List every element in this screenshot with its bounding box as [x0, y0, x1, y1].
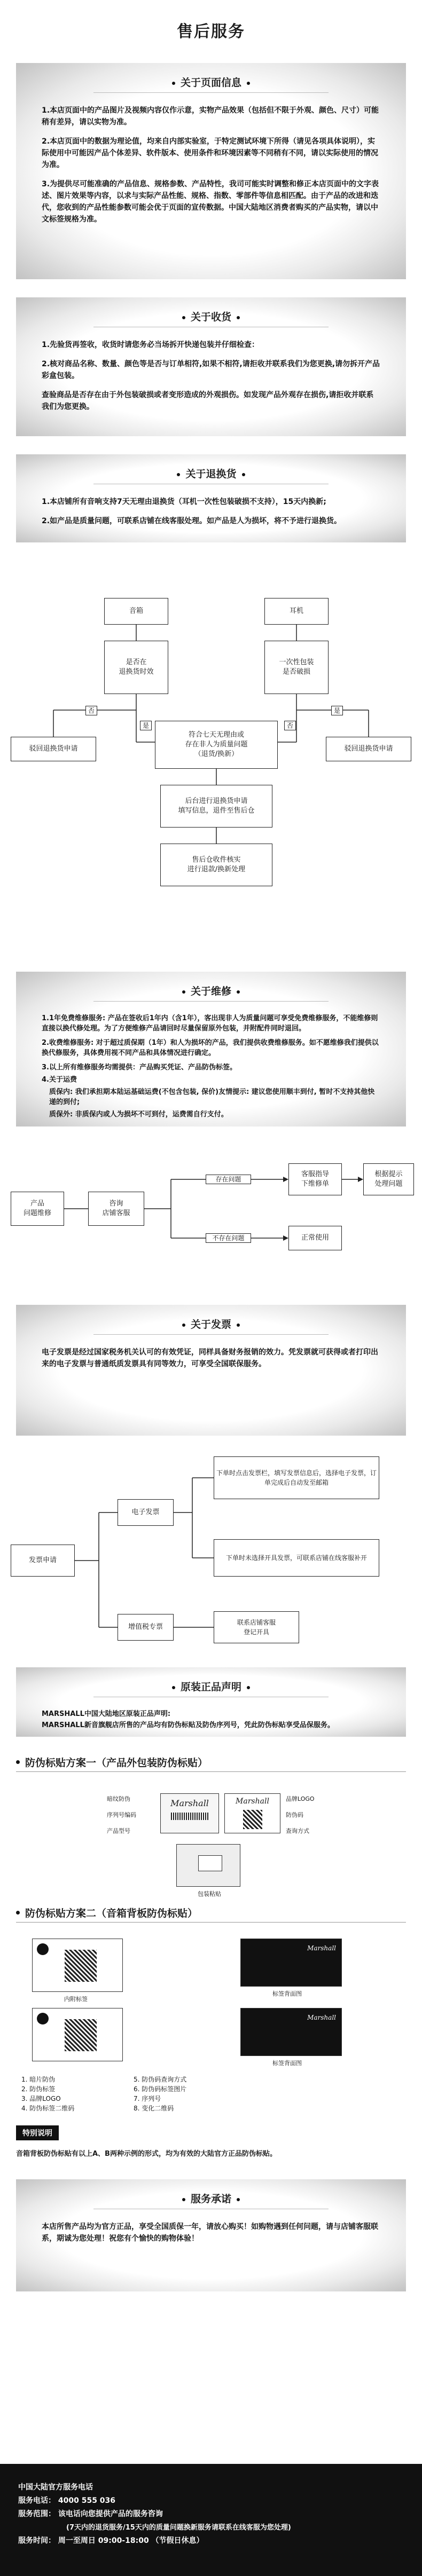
paragraph: 3.为提供尽可能准确的产品信息、规格参数、产品特性，我司可能实时调整和修正本店页面中的文字表述、图片效果等内容，以求与实际产品性能、规格、指数、零部件等信息相匹配。由于产品的改进和迭代，您收到的产品性能参数可能会优于页面的宣传数据。中国大陆地区消费者购买的产品实物，请以中文标签规格为准。: [42, 180, 379, 224]
anti-b-title: [0, 1905, 422, 1920]
reject-box-right: 驳回退换货申请: [326, 737, 411, 761]
repair-heading: 关于维修: [190, 986, 231, 997]
anti-a-stage: [0, 1783, 422, 1900]
bullet-icon: [247, 82, 250, 85]
label-caption: 查询方式: [286, 1827, 309, 1834]
genuine-panel: [16, 1667, 406, 1737]
headphone-box: 耳机: [264, 598, 329, 625]
package-photo: [176, 1844, 240, 1887]
label-a-front: [32, 1939, 123, 1992]
invoice-heading: 关于发票: [190, 1319, 231, 1330]
bullet-icon: [172, 82, 175, 85]
bullet-icon: [182, 2198, 185, 2201]
yes-tag: 是: [331, 706, 343, 715]
speaker-question-box: 是否在 退换货时效: [104, 641, 168, 694]
paragraph: 查验商品是否存在由于外包装破损或者变形造成的外观损伤。如发现产品外观存在损伤,请拒收并联系我们为您更换。: [42, 391, 374, 411]
footer-line: 服务范围： 该电话向您提供产品的服务咨询: [18, 2510, 163, 2518]
repair-flowchart: [0, 1145, 422, 1305]
label-caption: 品牌LOGO: [286, 1795, 315, 1802]
paragraph: 1.先验货再签收，收货时请您务必当场拆开快递包装并仔细检查：: [42, 341, 260, 349]
bullet-icon: [182, 1324, 185, 1327]
label-card-front: [160, 1793, 219, 1833]
paragraph: 3.以上所有维修服务均需提供：产品购买凭证、产品防伪标签。: [42, 1064, 237, 1072]
e-invoice-note-1: 下单时点击发票栏，填写发票信息后，选择电子发票，订单完成后自动发至邮箱: [214, 1456, 379, 1499]
label-caption: 序列号编码: [107, 1811, 136, 1818]
label-card-back: [224, 1793, 280, 1833]
genuine-heading: 原装正品声明: [180, 1681, 241, 1693]
bullet-icon: [182, 990, 185, 994]
return-heading: 关于退换货: [185, 468, 237, 480]
paragraph: 电子发票是经过国家税务机关认可的有效凭证，同样具备财务报销的效力。凭发票就可获得或者打印出来的电子发票与普通纸质发票具有同等效力，可享受全国联保服务。: [42, 1348, 378, 1368]
notice-title: 特别说明: [16, 2125, 59, 2140]
paragraph: 1.本店页面中的产品图片及视频内容仅作示意，实物产品效果（包括但不限于外观、颜色、尺寸）可能稍有差异，请以实物为准。: [42, 106, 379, 127]
notice-text: 音箱背板防伪标贴有以上A、B两种示例的形式，均为有效的大陆官方正品防伪标贴。: [16, 2150, 277, 2158]
headphone-question-box: 一次性包装 是否破损: [264, 641, 329, 694]
paragraph: 2.如产品是质量问题，可联系店铺在线客服处理。如产品是人为损坏，将不予进行退换货。: [42, 517, 342, 525]
bullet-icon: [16, 1911, 20, 1915]
legend-item: 7. 序列号: [134, 2095, 161, 2102]
brand-logo: Marshall: [307, 1944, 336, 1952]
paragraph: 1.本店铺所有音响支持7天无理由退换货（耳机一次性包装破损不支持），15天内换新;: [42, 498, 326, 506]
legend-item: 2. 防伪标签: [21, 2085, 56, 2093]
return-panel: [16, 454, 406, 542]
bullet-icon: [182, 316, 185, 319]
paragraph: 2.核对商品名称、数量、颜色等是否与订单相符,如果不相符,请拒收并联系我们为您更换,请勿拆开产品彩盒包装。: [42, 360, 380, 380]
brand-logo: Marshall: [236, 1797, 269, 1806]
divider: [93, 92, 329, 93]
page-title: 售后服务: [177, 22, 245, 41]
repair-order-box: 客服指导 下维修单: [288, 1163, 342, 1195]
normal-use-box: 正常使用: [288, 1226, 342, 1250]
paragraph: 本店所售产品均为官方正品，享受全国质保一年，请放心购买！如购物遇到任何问题，请与店铺客服联系，期诚为您处理！祝您有个愉快的购物体验！: [42, 2223, 378, 2243]
paragraph: MARSHALL中国大陆地区原装正品声明:: [42, 1710, 171, 1718]
label-caption: 产品型号: [107, 1827, 130, 1834]
footer-line: 服务电话： 4000 555 036: [18, 2496, 116, 2505]
vat-invoice-note: 联系店铺客服 登记开具: [214, 1611, 299, 1643]
page-info-panel: [16, 63, 406, 279]
legend-item: 4. 防伪标签二维码: [21, 2105, 75, 2112]
label-caption: 标签背面图: [272, 1990, 302, 1997]
paragraph: 质保外: 非质保内或人为损坏不可到付，运费需自行支付。: [49, 1110, 228, 1118]
footer-line: 中国大陆官方服务电话: [18, 2483, 93, 2492]
footer-line: (7天内的退货服务/15天内的质量问题换新服务请联系在线客服为您处理): [66, 2524, 291, 2532]
paragraph: 1.1年免费维修服务: 产品在签收后1年内（含1年），客出现非人为质量问题可享受免费维修服务，不能维修则直接以换代修处理。为了方便维修产品请回时尽量保留原外包装，并附配件同时退回。: [42, 1014, 378, 1033]
page-info-heading: 关于页面信息: [180, 77, 241, 89]
e-invoice-box: 电子发票: [118, 1499, 174, 1526]
anti-a-title: [0, 1755, 422, 1769]
seven-day-box: 符合七天无理由或 存在非人为质量问题 （退货/换新）: [155, 721, 278, 769]
footer-line: 服务时间： 周一至周日 09:00-18:00 （节假日休息）: [18, 2536, 204, 2545]
commitment-heading: 服务承诺: [190, 2193, 231, 2205]
legend-item: 1. 暗片防伪: [21, 2076, 56, 2083]
no-tag: 否: [85, 706, 97, 715]
invoice-panel: [16, 1305, 406, 1436]
divider: [93, 1001, 329, 1002]
no-issue-tag: 不存在问题: [206, 1233, 251, 1243]
paragraph: 4.关于运费: [42, 1076, 77, 1084]
label-back-a: [240, 1939, 342, 1987]
bullet-icon: [237, 1324, 240, 1327]
divider: [93, 1334, 329, 1335]
label-caption: 暗纹防伪: [107, 1795, 130, 1802]
legend-item: 3. 品牌LOGO: [21, 2095, 61, 2102]
paragraph: MARSHALL新音旗舰店所售的产品均有防伪标贴及防伪序列号，凭此防伪标贴享受品保服务。: [42, 1721, 334, 1729]
reject-box-left: 驳回退换货申请: [11, 737, 96, 761]
sticker-icon: [198, 1855, 222, 1871]
qr-code-icon: [65, 1950, 97, 1982]
bullet-icon: [177, 473, 180, 476]
final-box: 售后仓收件核实 进行退款/换新处理: [160, 844, 272, 886]
bullet-icon: [242, 473, 245, 476]
vat-invoice-box: 增值税专票: [118, 1614, 174, 1641]
receipt-panel: [16, 297, 406, 436]
process-box: 后台进行退换货申请 填写信息，退件至售后仓: [160, 785, 272, 828]
return-flowchart: [0, 561, 422, 972]
handle-issue-box: 根据提示 处理问题: [363, 1163, 414, 1195]
label-caption: 防伪码: [286, 1811, 303, 1818]
paragraph: 2.收费维修服务: 对于超过质保期（1年）和人为损坏的产品，我们提供收费维修服务。如不愿维修我们提供以换代修服务，具体费用视不同产品和具体情况进行确定。: [42, 1039, 379, 1057]
contact-service-box: 咨询 店铺客服: [88, 1192, 144, 1226]
bullet-icon: [172, 1686, 175, 1689]
bullet-icon: [237, 2198, 240, 2201]
qr-code-icon: [65, 2019, 97, 2051]
label-b-front: [32, 2008, 123, 2061]
qr-code-icon: [243, 1810, 262, 1829]
label-caption: 标签背面图: [272, 2060, 302, 2067]
issue-exists-tag: 存在问题: [206, 1175, 251, 1184]
e-invoice-note-2: 下单时未选择开具发票，可联系店铺在线客服补开: [214, 1539, 379, 1577]
anti-b-stage: [0, 1933, 422, 2112]
brand-logo: Marshall: [307, 2014, 336, 2021]
yes-tag: 是: [140, 721, 152, 730]
paragraph: 2.本店页面中的数据为理论值，均来自内部实验室，于特定测试环境下所得（请见各项具体说明），实际使用中可能因产品个体差异、软件版本、使用条件和环境因素等不同稍有不同，请以实际使用的情况为准。: [42, 137, 378, 169]
legend-item: 8. 变化二维码: [134, 2105, 174, 2112]
bullet-icon: [237, 990, 240, 994]
invoice-flowchart: [0, 1454, 422, 1667]
legend-item: 6. 防伪码标签图片: [134, 2085, 187, 2093]
brand-logo: Marshall: [170, 1798, 209, 1808]
anti-a-title-text: 防伪标贴方案一（产品外包装防伪标贴）: [25, 1757, 208, 1769]
paragraph: 质保内: 我们承担期本陆运基础运费(不包含包装, 保价)友情提示: 建议您使用顺丰到付, 暂时不支持其他快递的到付;: [49, 1088, 375, 1106]
speaker-box: 音箱: [104, 598, 168, 625]
anti-b-title-text: 防伪标贴方案二（音箱背板防伪标贴）: [25, 1908, 198, 1919]
service-footer: [0, 2464, 422, 2576]
repair-panel: [16, 972, 406, 1126]
repair-problem-box: 产品 问题维修: [11, 1192, 64, 1226]
no-tag: 否: [284, 721, 296, 730]
badge-a-icon: [37, 1943, 49, 1955]
bullet-icon: [237, 316, 240, 319]
label-back-b: [240, 2008, 342, 2056]
bullet-icon: [247, 1686, 250, 1689]
barcode-icon: [171, 1813, 208, 1820]
legend-item: 5. 防伪码查询方式: [134, 2076, 187, 2083]
badge-b-icon: [37, 2013, 49, 2024]
receipt-heading: 关于收货: [190, 311, 231, 323]
commitment-panel: [16, 2179, 406, 2291]
divider: [16, 1922, 406, 1923]
label-caption: 内附标签: [64, 1996, 88, 2003]
divider: [16, 1771, 406, 1772]
package-caption: 包装粘贴: [198, 1890, 221, 1897]
invoice-apply-box: 发票申请: [11, 1545, 75, 1577]
bullet-icon: [16, 1760, 20, 1764]
